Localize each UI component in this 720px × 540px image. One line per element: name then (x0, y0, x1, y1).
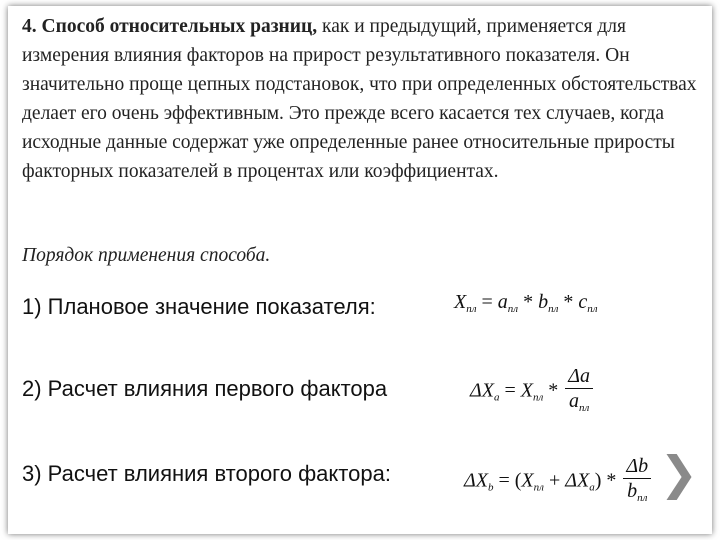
formula-3-den-sub: пл (637, 492, 648, 504)
paragraph-text: как и предыдущий, применяется для измерения влияния факторов на прирост результативного показателя. Он значительно проще цепных подстановок, что при определенных обстоятельствах делает его очень эффективным. Это прежде всего касается тех случаев, когда исходные данные содержат уже определенные ранее относительные приросты факторных показателей в процентах или коэффициентах. (22, 16, 697, 182)
formula-plan-value (454, 291, 598, 315)
step-3-label: 3) Расчет влияния второго фактора: (22, 461, 391, 486)
procedure-subtitle: Порядок применения способа. (22, 245, 271, 266)
step-2-label: 2) Расчет влияния первого фактора (22, 376, 388, 401)
formula-2-den-sub: пл (578, 402, 590, 414)
chevron-right-icon[interactable]: ❯ (659, 446, 698, 500)
formula-3-eq: = ( (493, 469, 522, 492)
formula-1-lhs-sub: пл (466, 303, 477, 315)
formula-first-factor (470, 364, 593, 420)
formula-2-fraction (565, 364, 593, 420)
formula-2-lhs: ΔX (470, 379, 494, 402)
paragraph-bold-intro: 4. Способ относительных разниц, (22, 16, 318, 37)
formula-2-lhs-sub: a (493, 391, 500, 404)
formula-1-a: a (497, 291, 508, 313)
formula-3-x-sub: пл (533, 481, 544, 494)
formula-1-star-2: * (558, 291, 579, 313)
formula-3-numerator: Δb (626, 455, 649, 477)
formula-3-x: X (521, 469, 534, 492)
formula-3-close-paren: ) (594, 469, 602, 492)
formula-3-fraction (623, 454, 651, 510)
formula-2-eq: = (499, 379, 521, 402)
formula-2-star: * (543, 379, 564, 402)
formula-2-x: X (520, 379, 533, 402)
formula-1-a-sub: пл (507, 303, 519, 315)
formula-1-b-sub: пл (548, 303, 559, 315)
formula-2-x-sub: пл (532, 391, 544, 404)
formula-1-b: b (538, 291, 549, 313)
formula-2-denominator: a (568, 390, 579, 412)
formula-3-plus: + (543, 469, 566, 492)
formula-3-star: * (601, 469, 622, 492)
step-1-label: 1) Плановое значение показателя: (22, 294, 376, 319)
formula-1-eq: = (476, 291, 498, 313)
formula-1-c-sub: пл (587, 303, 598, 315)
formula-1-star-1: * (518, 291, 539, 313)
formula-3-dx-sub: a (589, 481, 595, 494)
formula-3-lhs: ΔX (464, 469, 488, 492)
formula-3-lhs-sub: b (487, 481, 494, 494)
formula-1-c: c (578, 291, 588, 313)
formula-second-factor (464, 454, 651, 510)
formula-3-dx: ΔX (565, 469, 590, 492)
slide (8, 6, 712, 534)
formula-1-lhs: X (454, 291, 467, 313)
formula-3-denominator: b (627, 480, 638, 502)
body-paragraph (22, 12, 706, 186)
formula-2-numerator: Δa (568, 365, 591, 387)
